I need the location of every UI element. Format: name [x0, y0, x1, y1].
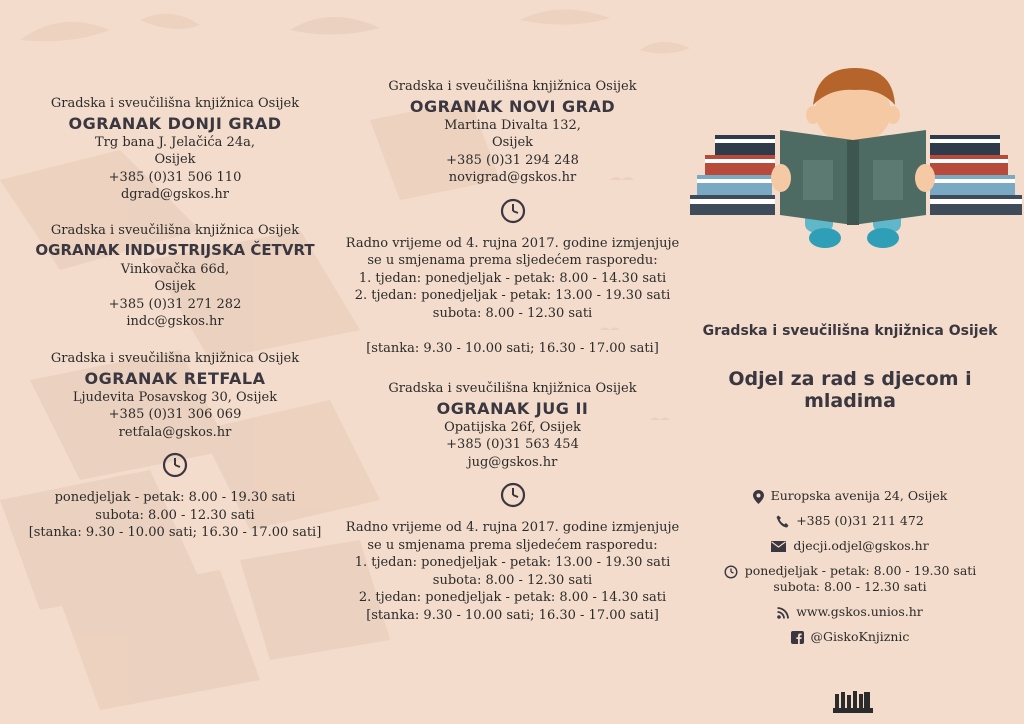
- clock-icon: [499, 481, 527, 509]
- branch-email[interactable]: retfala@gskos.hr: [118, 424, 232, 440]
- location-icon: [753, 490, 764, 504]
- facebook-icon: [791, 631, 804, 644]
- branch-email[interactable]: jug@gskos.hr: [467, 454, 558, 470]
- branch-phone[interactable]: +385 (0)31 563 454: [446, 437, 579, 452]
- hours-line: 1. tjedan: ponedjeljak - petak: 13.00 - 19.30 sati: [354, 555, 671, 570]
- branch-phone[interactable]: +385 (0)31 306 069: [108, 407, 242, 422]
- branch-novi-grad: [345, 78, 680, 358]
- branch-email[interactable]: dgrad@gskos.hr: [120, 187, 230, 202]
- hours-line: ponedjeljak - petak: 8.00 - 19.30 sati: [54, 490, 296, 505]
- clock-icon: [499, 197, 527, 225]
- department-title: Odjel za rad s djecom i mladima: [728, 368, 972, 412]
- contact-address: Europska avenija 24, Osijek: [770, 488, 948, 503]
- contact-hours-row: [700, 563, 1000, 595]
- hours-line: 2. tjedan: ponedjeljak - petak: 8.00 - 14.30 sati: [358, 590, 667, 605]
- phone-icon: [776, 515, 789, 528]
- hours-line: [stanka: 9.30 - 10.00 sati; 16.30 - 17.00 sati]: [366, 607, 659, 623]
- hours-line: Radno vrijeme od 4. rujna 2017. godine izmjenjuje: [345, 235, 680, 251]
- branch-title: OGRANAK RETFALA: [84, 368, 266, 388]
- branch-phone[interactable]: +385 (0)31 506 110: [108, 169, 242, 185]
- library-name: Gradska i sveučilišna knjižnica Osijek: [388, 381, 637, 396]
- branch-title: OGRANAK NOVI GRAD: [409, 96, 616, 116]
- library-name: Gradska i sveučilišna knjižnica Osijek: [50, 223, 300, 238]
- mail-icon: [771, 541, 786, 552]
- contact-email[interactable]: djecji.odjel@gskos.hr: [793, 538, 929, 553]
- hours-line: subota: 8.00 - 12.30 sati: [432, 305, 593, 321]
- contact-facebook-row[interactable]: [700, 629, 1000, 645]
- library-name: Gradska i sveučilišna knjižnica Osijek: [50, 351, 300, 366]
- clock-icon: [161, 451, 189, 479]
- hours-line: Radno vrijeme od 4. rujna 2017. godine izmjenjuje: [345, 520, 680, 535]
- branch-title: OGRANAK DONJI GRAD: [68, 113, 282, 133]
- hours-line: subota: 8.00 - 12.30 sati: [432, 572, 593, 588]
- branch-industrijska: [20, 222, 330, 331]
- branch-donji-grad: [20, 95, 330, 204]
- clock-icon: [724, 565, 738, 579]
- branch-address: Opatijska 26f, Osijek: [444, 419, 581, 435]
- child-reading-illustration: [685, 60, 1024, 255]
- branch-city: Osijek: [154, 152, 196, 167]
- branch-phone[interactable]: +385 (0)31 294 248: [446, 152, 579, 168]
- contact-info: [700, 488, 1000, 654]
- contact-phone-row[interactable]: [700, 513, 1000, 529]
- branch-address: Vinkovačka 66d,: [120, 261, 230, 277]
- hours-break: [stanka: 9.30 - 10.00 sati; 16.30 - 17.00 sati]: [366, 341, 659, 356]
- hours-line: 1. tjedan: ponedjeljak - petak: 8.00 - 14.30 sati: [358, 270, 667, 286]
- book-stack-left: [690, 135, 775, 215]
- contact-facebook[interactable]: @GiskoKnjiznic: [810, 629, 910, 644]
- branch-city: Osijek: [154, 279, 196, 294]
- branch-email[interactable]: indc@gskos.hr: [126, 314, 224, 329]
- branch-jug: [345, 380, 680, 624]
- branch-email[interactable]: novigrad@gskos.hr: [448, 170, 577, 185]
- branch-title: OGRANAK INDUSTRIJSKA ČETVRT: [35, 240, 315, 259]
- library-name: Gradska i sveučilišna knjižnica Osijek: [50, 96, 300, 111]
- contact-address-row: [700, 488, 1000, 504]
- branch-address: Ljudevita Posavskog 30, Osijek: [72, 389, 278, 405]
- hours-line: se u smjenama prema sljedećem rasporedu:: [367, 537, 658, 553]
- book-stack-right: [930, 135, 1022, 215]
- branch-retfala: [20, 350, 330, 542]
- contact-hours-line: ponedjeljak - petak: 8.00 - 19.30 sati: [744, 563, 977, 578]
- branch-address: Trg bana J. Jelačića 24a,: [95, 134, 255, 150]
- gisko-logo-icon: [833, 688, 873, 714]
- hours-line: 2. tjedan: ponedjeljak - petak: 13.00 - 19.30 sati: [354, 288, 671, 303]
- contact-website-row[interactable]: [700, 604, 1000, 620]
- contact-email-row[interactable]: [700, 538, 1000, 554]
- contact-website[interactable]: www.gskos.unios.hr: [796, 604, 923, 619]
- branch-phone[interactable]: +385 (0)31 271 282: [108, 296, 242, 312]
- hours-line: se u smjenama prema sljedećem rasporedu:: [367, 253, 658, 268]
- cover-library-name: Gradska i sveučilišna knjižnica Osijek: [702, 323, 998, 339]
- branch-city: Osijek: [491, 135, 534, 150]
- rss-icon: [777, 607, 789, 619]
- hours-line: [stanka: 9.30 - 10.00 sati; 16.30 - 17.00 sati]: [28, 525, 322, 540]
- branch-title: OGRANAK JUG II: [436, 398, 589, 418]
- branch-address: Martina Divalta 132,: [444, 117, 581, 133]
- contact-hours-line: subota: 8.00 - 12.30 sati: [773, 579, 927, 594]
- library-name: Gradska i sveučilišna knjižnica Osijek: [388, 79, 637, 94]
- hours-line: subota: 8.00 - 12.30 sati: [95, 507, 255, 523]
- contact-phone[interactable]: +385 (0)31 211 472: [796, 513, 924, 528]
